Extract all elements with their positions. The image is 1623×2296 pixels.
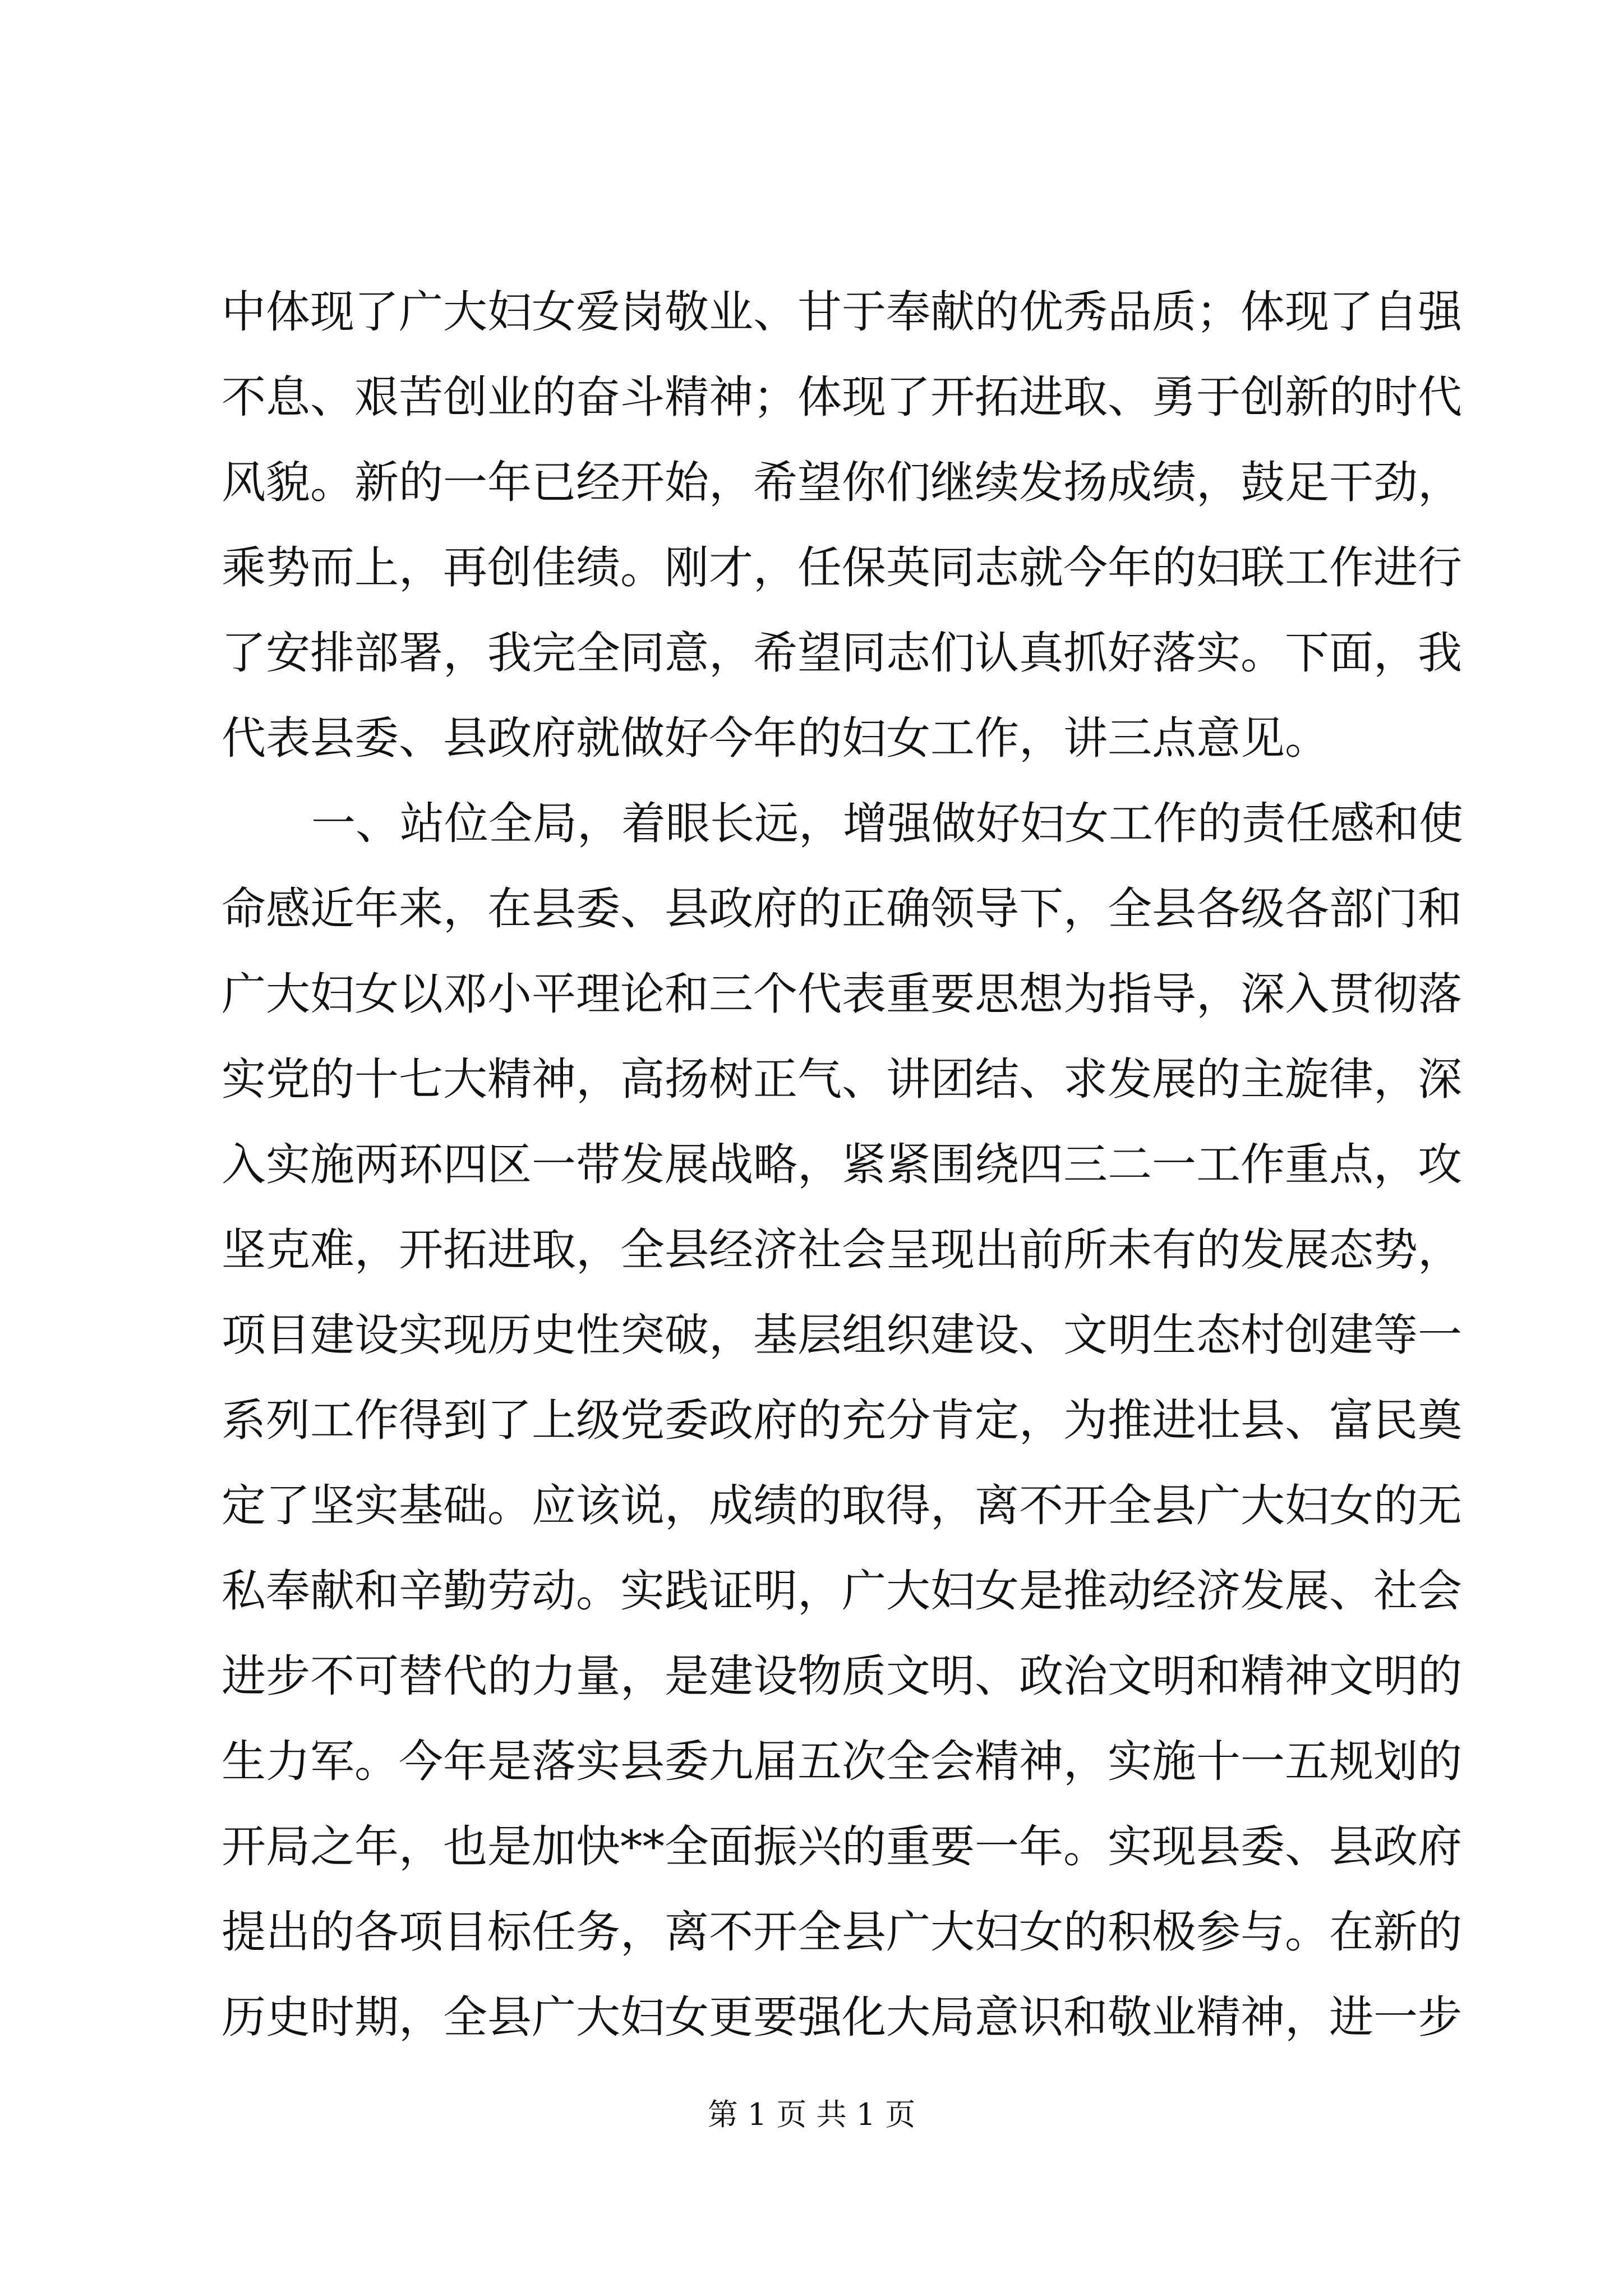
body-line: 生力军。今年是落实县委九届五次全会精神，实施十一五规划的 — [222, 1736, 1462, 1787]
body-line: 中体现了广大妇女爱岗敬业、甘于奉献的优秀品质；体现了自强 — [222, 286, 1462, 338]
body-line: 广大妇女以邓小平理论和三个代表重要思想为指导，深入贯彻落 — [222, 968, 1462, 1020]
document-body — [222, 269, 1463, 2060]
page-footer — [0, 2092, 1623, 2137]
body-line: 命感近年来，在县委、县政府的正确领导下，全县各级各部门和 — [222, 883, 1462, 935]
body-line: 入实施两环四区一带发展战略，紧紧围绕四三二一工作重点，攻 — [222, 1139, 1462, 1190]
body-line: 进步不可替代的力量，是建设物质文明、政治文明和精神文明的 — [222, 1650, 1462, 1702]
body-line: 定了坚实基础。应该说，成绩的取得，离不开全县广大妇女的无 — [222, 1480, 1462, 1531]
body-line: 坚克难，开拓进取，全县经济社会呈现出前所未有的发展态势， — [222, 1224, 1462, 1276]
body-line: 私奉献和辛勤劳动。实践证明，广大妇女是推动经济发展、社会 — [222, 1565, 1462, 1617]
body-line: 代表县委、县政府就做好今年的妇女工作，讲三点意见。 — [222, 712, 1329, 764]
section-heading-line: 一、站位全局，着眼长远，增强做好妇女工作的责任感和使 — [311, 798, 1463, 849]
body-line: 项目建设实现历史性突破，基层组织建设、文明生态村创建等一 — [222, 1309, 1462, 1361]
body-line: 了安排部署，我完全同意，希望同志们认真抓好落实。下面，我 — [222, 627, 1462, 679]
body-line: 开局之年，也是加快**全面振兴的重要一年。实现县委、县政府 — [222, 1821, 1462, 1872]
body-line: 乘势而上，再创佳绩。刚才，任保英同志就今年的妇联工作进行 — [222, 542, 1462, 593]
body-line: 实党的十七大精神，高扬树正气、讲团结、求发展的主旋律，深 — [222, 1053, 1462, 1105]
body-line: 提出的各项目标任务，离不开全县广大妇女的积极参与。在新的 — [222, 1906, 1462, 1958]
page-number: 第 1 页 共 1 页 — [707, 2097, 916, 2132]
body-line: 系列工作得到了上级党委政府的充分肯定，为推进壮县、富民奠 — [222, 1395, 1462, 1446]
body-line: 历史时期，全县广大妇女更要强化大局意识和敬业精神，进一步 — [222, 1991, 1462, 2043]
body-line: 风貌。新的一年已经开始，希望你们继续发扬成绩，鼓足干劲， — [222, 457, 1462, 508]
body-line: 不息、艰苦创业的奋斗精神；体现了开拓进取、勇于创新的时代 — [222, 371, 1462, 423]
